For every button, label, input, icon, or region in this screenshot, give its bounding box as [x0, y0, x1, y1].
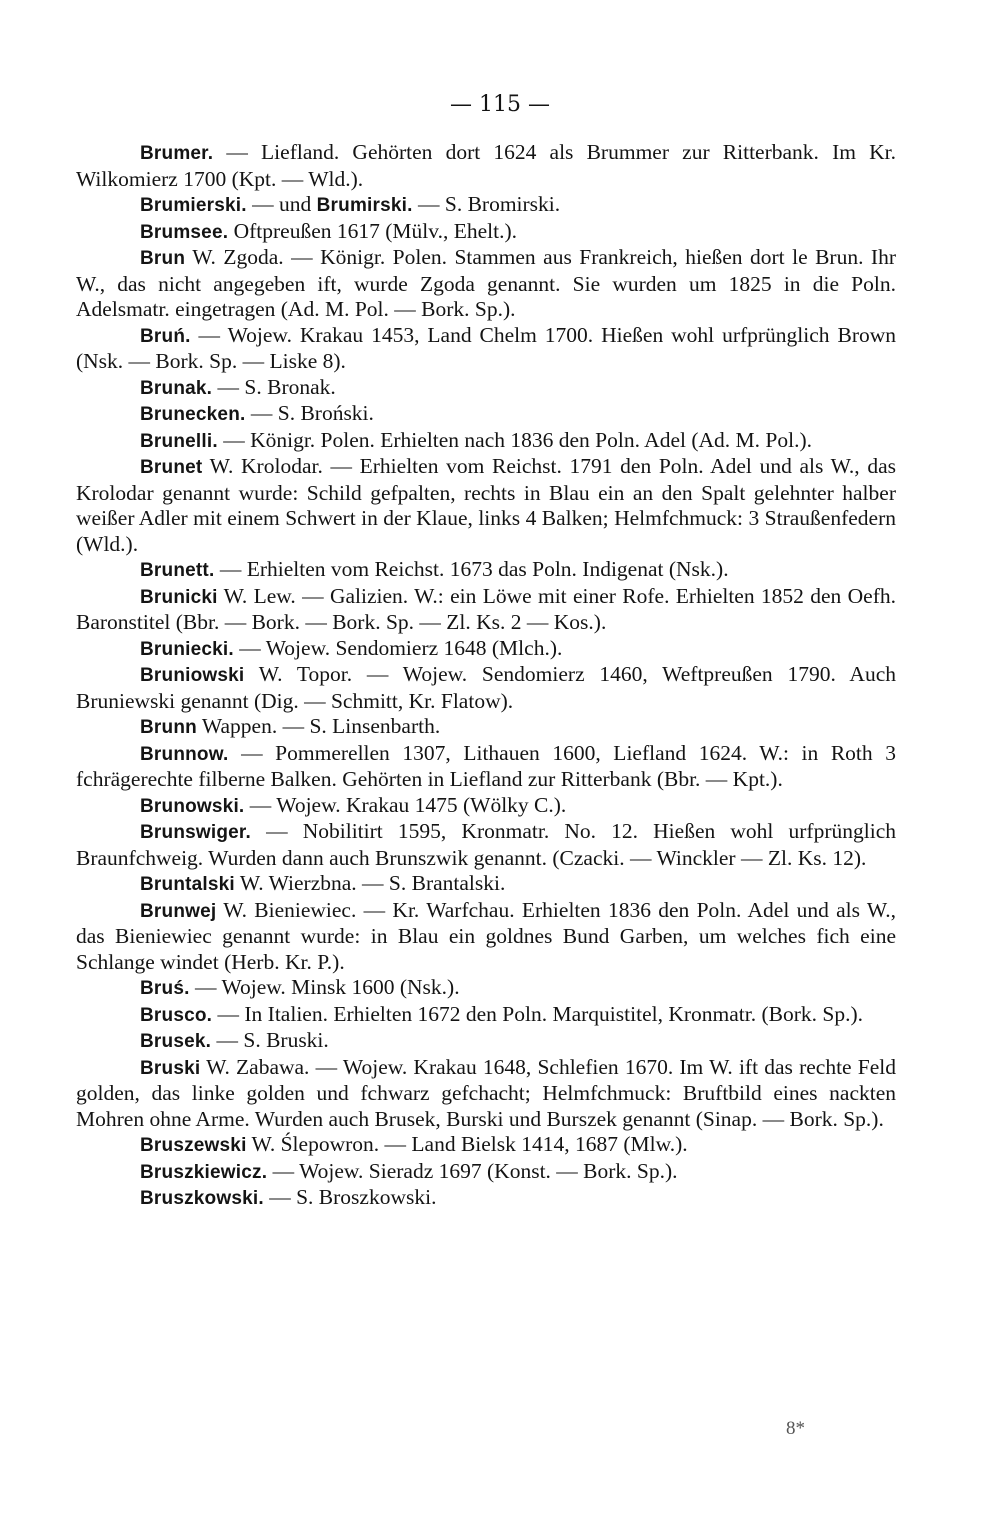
entry-headword: Brunett.: [140, 560, 215, 581]
entry: [76, 245, 896, 323]
entry-text: — In Italien. Erhielten 1672 den Poln. Marquistitel, Kronmatr. (Bork. Sp.).: [212, 1001, 864, 1026]
entry: [76, 714, 896, 741]
entry-headword: Bruszkowski.: [140, 1188, 264, 1209]
entry-text: — Liefland. Gehörten dort 1624 als Brummer zur Ritterbank. Im Kr. Wilkomierz 1700 (Kpt. — Wld.).: [76, 140, 896, 191]
entry-headword: Brunecken.: [140, 404, 246, 425]
entry: [76, 741, 896, 793]
entry-text: — Erhielten vom Reichst. 1673 das Poln. Indigenat (Nsk.).: [214, 557, 729, 581]
entry: [76, 428, 896, 455]
entry: [76, 662, 896, 714]
printer-signature-mark: 8*: [786, 1418, 805, 1439]
entry-headword: Brusco.: [140, 1004, 213, 1026]
entry-headword: Brunswiger.: [140, 822, 251, 843]
entry: [76, 192, 896, 219]
entry: [76, 898, 896, 976]
entry-headword: Brusek.: [140, 1031, 212, 1052]
entry: [76, 1002, 896, 1029]
entry-text: — S. Bromirski.: [412, 192, 561, 216]
entry: [76, 140, 896, 192]
entry-text: W. Zgoda. — Königr. Polen. Stammen aus Frankreich, hießen dort le Brun. Ihr W., das nicht angegeben ift, wurde Zgoda genannt. Sie wurden um 1825 in die Poln. Adelsmatr. eingetragen (Ad. M. Pol. — Bork. Sp.).: [76, 245, 896, 321]
entry-headword: Brunwej: [140, 900, 217, 922]
entry-headword: Brumirski.: [316, 195, 413, 216]
entry-headword: Brumierski.: [140, 195, 247, 216]
entry: [76, 219, 896, 246]
entry-text: — Wojew. Sendomierz 1648 (Mlch.).: [233, 635, 563, 660]
entry: [76, 1185, 896, 1212]
entry: [76, 557, 896, 584]
entry-headword: Brumsee.: [140, 221, 229, 243]
entry-text: W. Wierzbna. — S. Brantalski.: [234, 871, 506, 895]
entry-text: W. Topor. — Wojew. Sendomierz 1460, Weftpreußen 1790. Auch Bruniewski genannt (Dig. — Schmitt, Kr. Flatow).: [76, 662, 896, 713]
entry-headword: Brun: [140, 248, 186, 269]
entry-text: — Wojew. Krakau 1453, Land Chelm 1700. Hießen wohl urfprünglich Brown (Nsk. — Bork. Sp. — Liske 8).: [76, 322, 896, 373]
entry-headword: Bruniecki.: [140, 638, 234, 660]
entry: [76, 323, 896, 375]
entry-headword: Brunowski.: [140, 795, 245, 817]
entry: [76, 1028, 896, 1055]
entry-text: W. Zabawa. — Wojew. Krakau 1648, Schlefien 1670. Im W. ift das rechte Feld golden, das linke golden und fchwarz gefchacht; Helmfchmuck: Bruftbild eines nackten Mohren ohne Arme. Wurden auch Brusek, Burski und Burszek genannt (Sinap. — Bork. Sp.).: [76, 1054, 896, 1131]
entry-headword: Brunnow.: [140, 743, 229, 765]
entry: [76, 375, 896, 402]
entry: [76, 975, 896, 1002]
entry-text: — Königr. Polen. Erhielten nach 1836 den Poln. Adel (Ad. M. Pol.).: [217, 427, 812, 452]
entry-headword: Bruś.: [140, 978, 190, 999]
entry: [76, 871, 896, 898]
entry-headword: Brunak.: [140, 377, 213, 399]
entry-text: — S. Bronak.: [212, 374, 336, 399]
entry: [76, 584, 896, 636]
entry-list: [76, 140, 896, 1212]
entry: [76, 1132, 896, 1159]
entry-headword: Bruniowski: [140, 665, 245, 686]
entry-headword: Brumer.: [140, 143, 214, 164]
entry-headword: Bruski: [140, 1057, 201, 1079]
entry-headword: Brunelli.: [140, 430, 218, 452]
entry-headword: Bruntalski: [140, 874, 235, 895]
entry-text: W. Bieniewiec. — Kr. Warfchau. Erhielten 1836 den Poln. Adel und als W., das Bieniewiec genannt wurde: in Blau ein goldnes Bund Garben, um welches fich eine Schlange windet (Herb. Kr. P.).: [76, 897, 896, 974]
entry-headword: Bruń.: [140, 325, 191, 347]
entry: [76, 401, 896, 428]
entry-text: — S. Broszkowski.: [263, 1185, 437, 1209]
entry-text: Oftpreußen 1617 (Mülv., Ehelt.).: [228, 218, 517, 243]
entry-headword: Brunicki: [140, 586, 218, 608]
entry-headword: Brunet: [140, 457, 203, 478]
page-number: — 115 —: [450, 92, 550, 117]
entry: [76, 454, 896, 557]
entry-text: — Wojew. Sieradz 1697 (Konst. — Bork. Sp.).: [267, 1158, 678, 1183]
entry-text: — S. Broński.: [245, 401, 374, 425]
entry-text: Wappen. — S. Linsenbarth.: [196, 714, 441, 738]
entry-text: — S. Bruski.: [211, 1028, 329, 1052]
entry: [76, 1055, 896, 1133]
entry-headword: Bruszewski: [140, 1135, 247, 1156]
entry: [76, 636, 896, 663]
entry-text: W. Krolodar. — Erhielten vom Reichst. 1791 den Poln. Adel und als W., das Krolodar genannt wurde: Schild gefpalten, rechts in Blau ein an den Spalt gelehnter halber weißer Adler mit einem Schwert in der Klaue, links 4 Balken; Helmfchmuck: 3 Straußenfedern (Wld.).: [76, 454, 896, 556]
entry-headword: Brunn: [140, 717, 197, 738]
entry: [76, 1159, 896, 1186]
entry-text: — und: [246, 192, 317, 216]
entry-text: — Wojew. Krakau 1475 (Wölky C.).: [244, 792, 567, 817]
entry: [76, 819, 896, 871]
entry: [76, 793, 896, 820]
entry-text: — Wojew. Minsk 1600 (Nsk.).: [189, 975, 460, 999]
entry-text: W. Lew. — Galizien. W.: ein Löwe mit einer Rofe. Erhielten 1852 den Oefh. Baronstitel (Bbr. — Bork. — Bork. Sp. — Zl. Ks. 2 — Kos.).: [76, 583, 896, 634]
entry-text: — Nobilitirt 1595, Kronmatr. No. 12. Hießen wohl urfprünglich Braunfchweig. Wurden dann auch Brunszwik genannt. (Czacki. — Winckler — Zl. Ks. 12).: [76, 819, 896, 870]
entry-text: W. Ślepowron. — Land Bielsk 1414, 1687 (Mlw.).: [246, 1132, 688, 1156]
entry-text: — Pommerellen 1307, Lithauen 1600, Liefland 1624. W.: in Roth 3 fchrägerechte filberne Balken. Gehörten in Liefland zur Ritterbank (Bbr. — Kpt.).: [76, 740, 896, 791]
entry-headword: Bruszkiewicz.: [140, 1161, 268, 1183]
